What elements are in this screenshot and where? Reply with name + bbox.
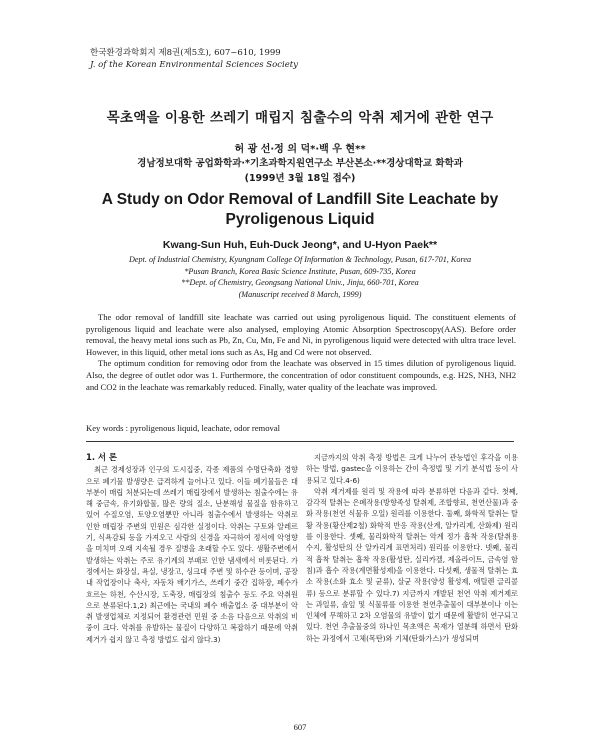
body-column-right [306,452,518,644]
manuscript-received: (Manuscript received 8 March, 1999) [238,289,362,299]
body-paragraph: 최근 경제성장과 인구의 도시집중, 각종 제품의 수명단축화 경향으로 폐기물 발생량은 급격하게 늘어나고 있다. 이들 폐기물들은 대부분이 매립 처분되는데 쓰레기 매립장에서 발생하는 침출수에는 유해 중금속, 유기화합물, 많은 량의 질소, 난분해성 물질을 함유하고 있어 수질오염, 토양오염뿐만 아니라 침출수에서 발생하는 악취로 인한 매립장 주변의 민원은 심각한 실정이다. 악취는 구토와 알레르기, 식욕감퇴 등을 가져오고 사람의 신경을 자극하여 정서에 악영향을 미치며 오래 지속될 경우 질병을 초래할 수도 있다. 생활주변에서 발생하는 악취는 주로 유기계의 부패로 인한 냄새에서 비롯된다. 가정에서는 화장실, 욕실, 냉장고, 싱크대 주변 및 하수관 등이며, 공장내 작업장이나 축사, 자동차 배기가스, 쓰레기 중간 집하장, 폐수가 흐르는 하천, 수산시장, 도축장, 매립장의 침출수 등도 주요 악취원으로 분류된다.1,2) 최근에는 국내의 폐수 배출업소 중 대부분이 악취 발생업체로 지정되어 환경관련 민원 중 소음 다음으로 악취의 비중이 크다. 악취를 유발하는 물질이 다양하고 복잡하기 때문에 악취제거가 쉽지 않고 측정 방법도 쉽지 않다.3) [86,465,298,644]
body-column-left [86,452,298,645]
korean-title: 목초액을 이용한 쓰레기 매립지 침출수의 악취 제거에 관한 연구 [106,110,494,126]
english-title-line-1: A Study on Odor Removal of Landfill Site Leachate by [101,191,499,208]
affiliation-3: **Dept. of Chemistry, Geongsang National Univ., Jinju, 660-701, Korea [181,278,419,287]
journal-name-english: J. of the Korean Environmental Sciences Society [90,60,298,70]
keywords: Key words : pyroligenous liquid, leachate, odor removal [86,423,281,433]
journal-name-korean: 한국환경과학회지 제8권(제5호), 607~610, 1999 [90,48,281,58]
affiliation-1: Dept. of Industrial Chemistry, Kyungnam College Of Information & Technology, Pusan, 617-701, Korea [128,255,472,264]
korean-authors: 허 광 선·정 의 덕*·백 우 현** [234,144,366,155]
divider-rule [86,441,514,442]
affiliation-2: *Pusan Branch, Korea Basic Science Institute, Pusan, 609-735, Korea [184,266,416,276]
section-heading-introduction: 1. 서 론 [86,452,118,462]
korean-affiliation: 경남정보대학 공업화학과·*기초과학지원연구소 부산본소·**경상대학교 화학과 [137,158,463,169]
english-title [60,190,540,230]
body-paragraph: 지금까지의 악취 측정 방법은 크게 나누어 관능법인 후각을 이용하는 방법, gastec을 이용하는 간이 측정법 및 기기 분석법 등이 사용되고 있다.4-6) [306,453,518,485]
abstract-paragraph-2: The optimum condition for removing odor from the leachate was observed in 15 times dilution of pyroligenous liquid. Also, the degree of outlet odor was 1. Furthermore, the concentration of odor constituent compounds, e.g. H2S, NH3, NH2 and CO2 in the leachate was remarkably reduced. Finally, water quality of the leachate was improved. [86,358,516,392]
abstract [86,312,516,393]
body-paragraph: 악취 제거제를 원리 및 작용에 따라 분류하면 다음과 같다. 첫째, 감각적 탈취는 은폐작용(방향족성 탈취제, 조합향료, 천연산물)과 중화 작용(천연 식물유 오일) 원리를 이용한다. 둘째, 화학적 탈취는 탈황 작용(황산제2철) 화학적 반응 작용(산계, 알카리계, 산화제) 원리를 이용한다. 셋째, 물리화학적 탈취는 악계 정가 흡착 작용(탈취용 수지, 활성탄의 산 알카리계 표면처리) 원리를 이용한다. 넷째, 물리적 흡착 탈취는 흡착 작용(활성탄, 실리카겔, 제올라이트, 금속염 함침)과 흡수 작용(계면활성제)을 이용한다. 다섯째, 생물적 탈취는 효소 작용(소화 효소 및 균류), 살균 작용(양성 활성제, 애틸렌 글리콜류) 등으로 분류할 수 있다.7) 지금까지 개발된 천연 악취 제거제로는 과일류, 솔잎 및 식물류를 이용한 천연추출물이 대부분이나 이는 인체에 무해하고 2차 오염물의 유발이 없기 때문에 활발히 연구되고 있다. 천연 추출물중의 하나인 목초액은 목재가 열분해 하면서 탄화하는 과정에서 고체(목탄)와 기체(탄화가스)가 생성되며 [306,486,518,643]
affiliations [0,254,600,300]
abstract-paragraph-1: The odor removal of landfill site leachate was carried out using pyroligenous liquid. The constituent elements of pyroligenous liquid and leachate were also analysed, employing Atomic Absorption Spectroscopy(AAS). Before order removal, the heavy metal ions such as Pb, Zn, Cu, Mn, Fe and Ni, in pyroligenous liquid were detected with ultra trace level. However, in this liquid, other metal ions such as As, Hg and Cd were not observed. [86,312,516,357]
english-title-line-2: Pyroligenous Liquid [225,211,375,228]
journal-header [90,47,298,71]
english-authors: Kwang-Sun Huh, Euh-Duck Jeong*, and U-Hyon Paek** [162,239,438,251]
page-number: 607 [293,722,307,732]
korean-received-date: (1999년 3월 18일 접수) [244,173,356,184]
